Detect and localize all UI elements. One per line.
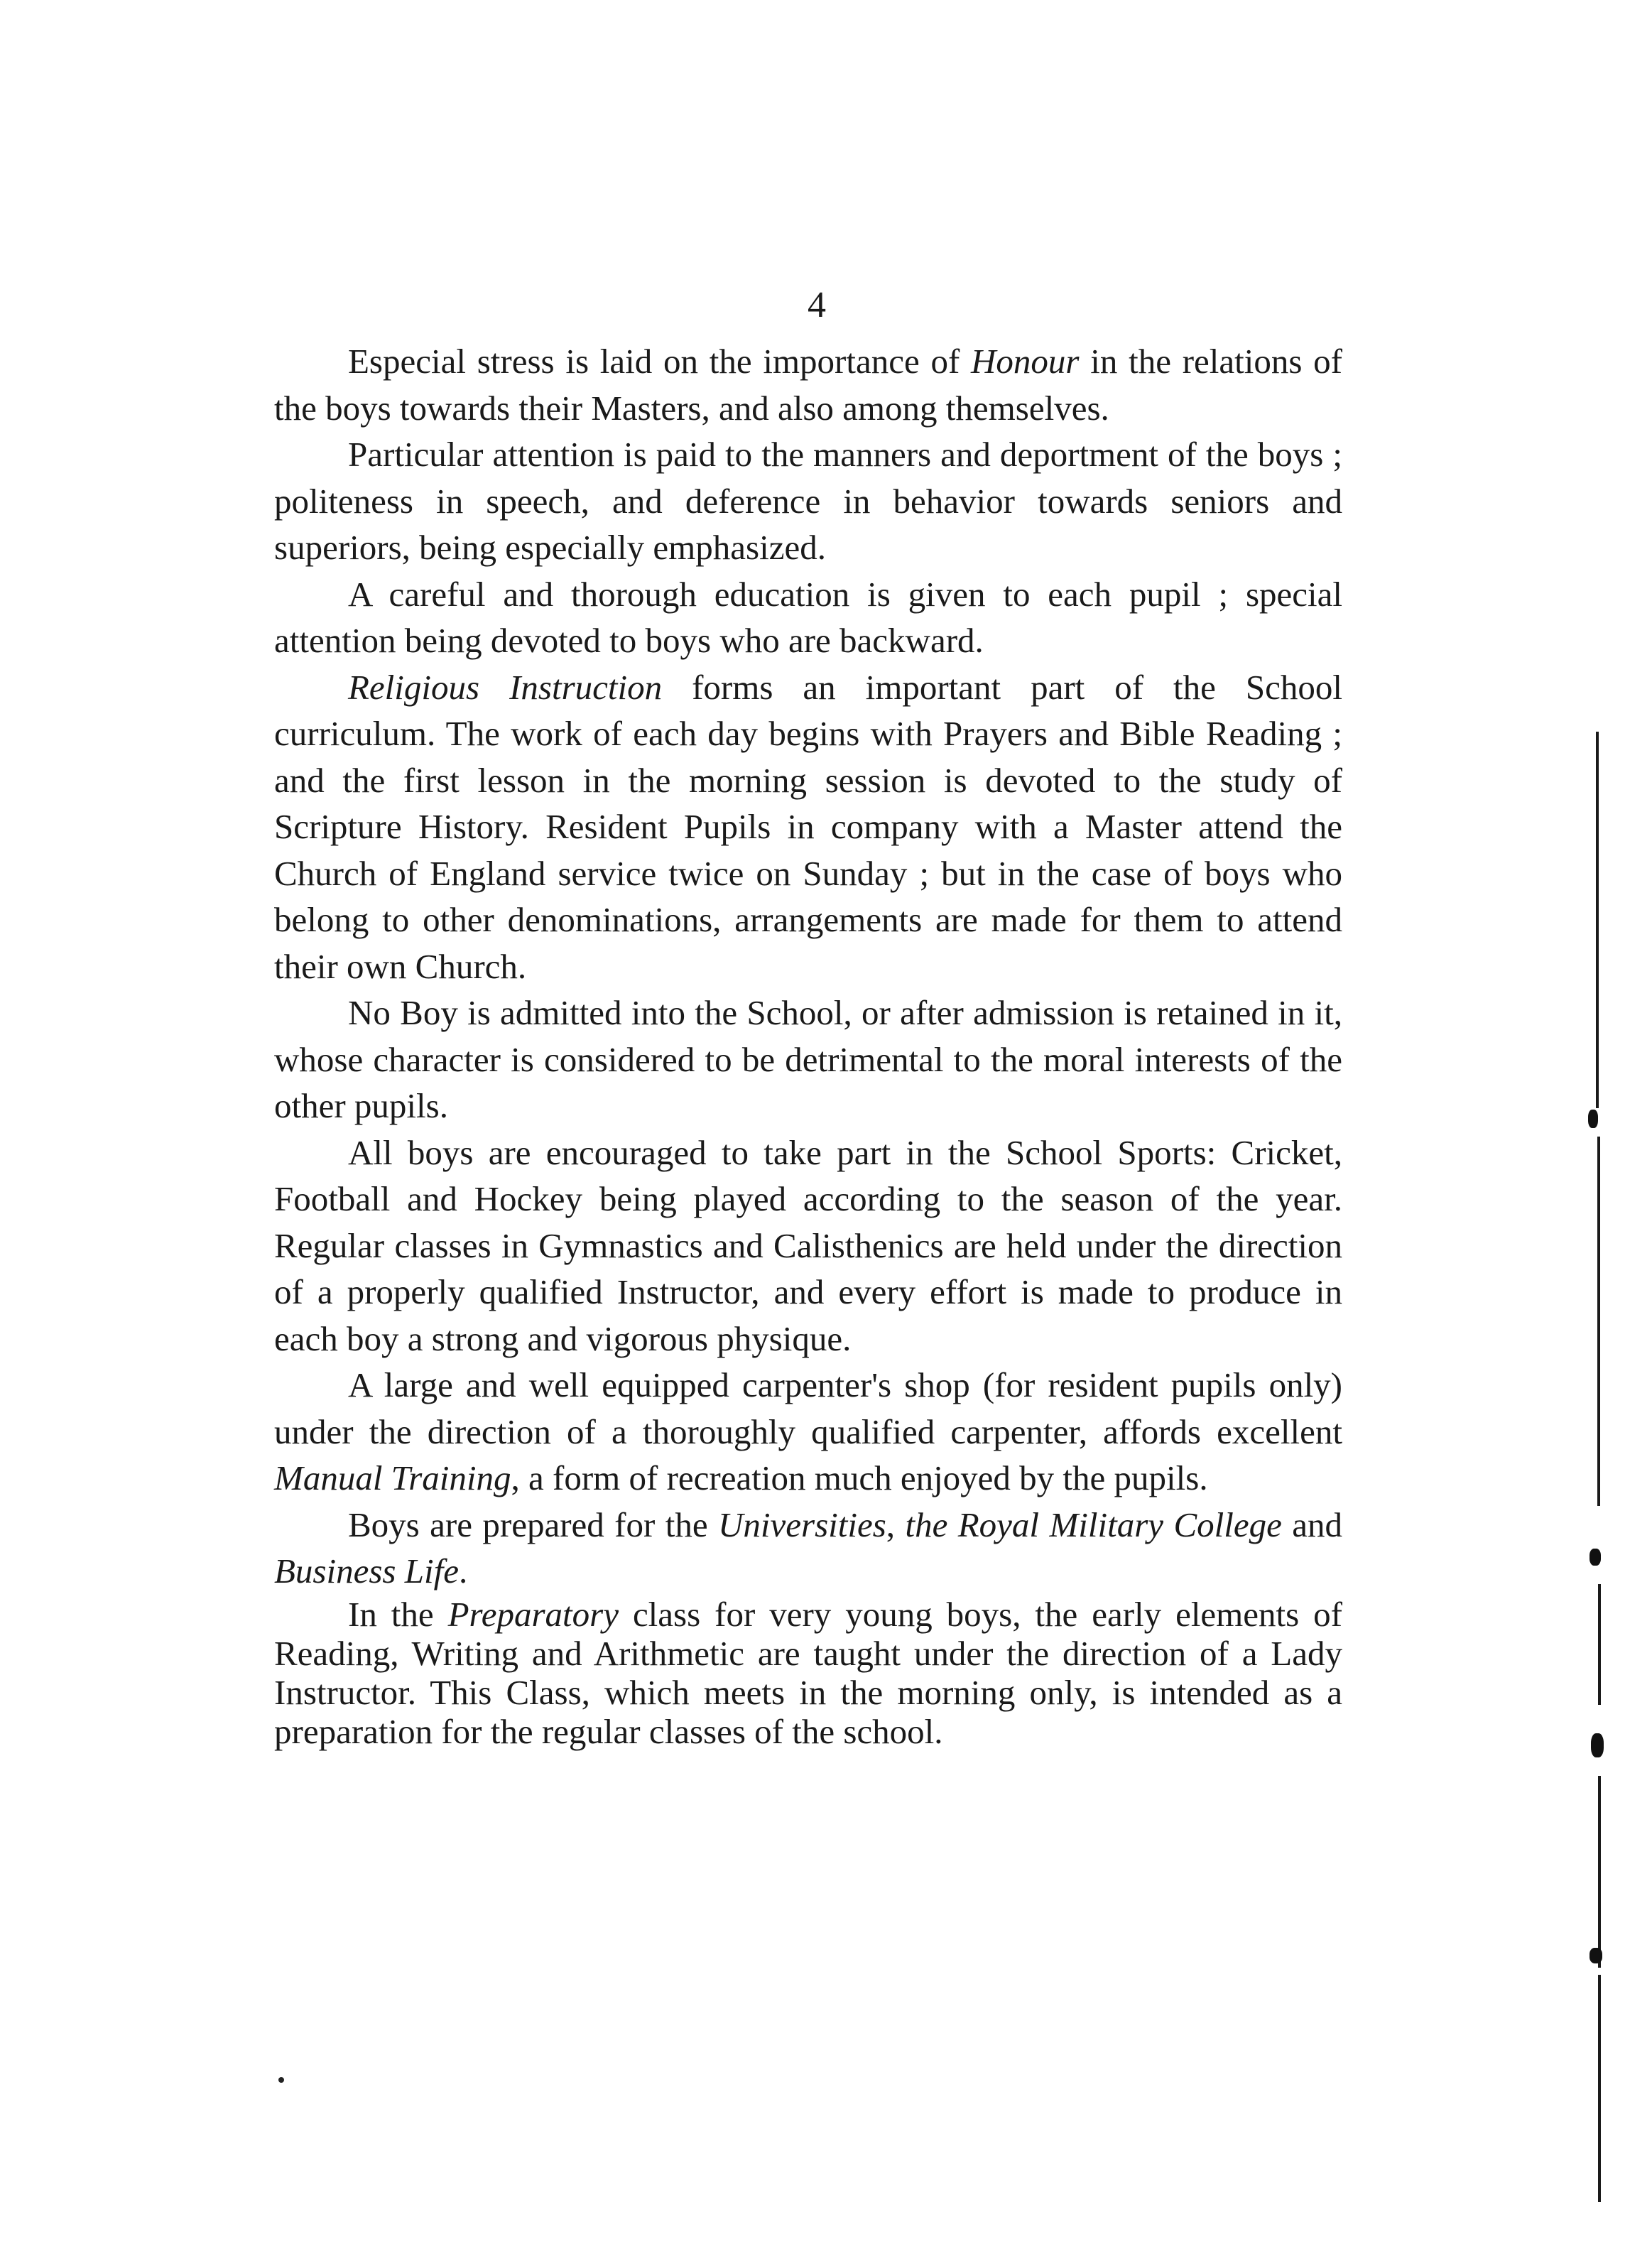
- paragraph-carpentry: [274, 1362, 1342, 1502]
- italic-term: the Royal Military College: [905, 1505, 1282, 1544]
- text-run: Particular attention is paid to the manners and deportment of the boys ; politeness in speech, and deference in behavior towards seniors and superiors, being especially emphasized.: [274, 435, 1342, 567]
- text-run: .: [458, 1551, 468, 1590]
- italic-term: Religious Instruction: [348, 667, 663, 707]
- text-run: In the: [348, 1594, 448, 1634]
- paragraph-honour: [274, 338, 1342, 431]
- text-run: Especial stress is laid on the importance of: [348, 342, 972, 381]
- paragraph-manners: [274, 431, 1342, 571]
- italic-term: Honour: [971, 342, 1080, 381]
- italic-term: Business Life: [274, 1551, 459, 1590]
- text-run: and: [1281, 1505, 1343, 1544]
- italic-term: Manual Training: [274, 1458, 511, 1497]
- italic-term: Preparatory: [447, 1594, 619, 1634]
- text-run: forms an important part of the School curriculum. The work of each day begins with Prayers and Bible Reading ; and the first lesson in the morning session is devoted to the study of Scripture History. Resident Pupils in company with a Master attend the Church of England service twice on Sunday ; but in the case of boys who belong to other denominations, arrangements are made for them to attend their own Church.: [274, 667, 1342, 986]
- text-run: ,: [886, 1505, 906, 1544]
- page-number: 4: [808, 285, 826, 325]
- text-run: class for very young boys, the early elements of Reading, Writing and Arithmetic are taught under the direction of a Lady Instructor. This Class, which meets in the morning only, is intended as a preparation for the regular classes of the school.: [274, 1594, 1342, 1751]
- italic-term: Universities: [718, 1505, 886, 1544]
- text-run: A careful and thorough education is given to each pupil ; special attention being devoted to boys who are backward.: [274, 574, 1342, 660]
- paragraph-religious: [274, 664, 1342, 990]
- body-text: [274, 338, 1342, 1751]
- paragraph-sports: [274, 1129, 1342, 1362]
- paragraph-prepared: [274, 1502, 1342, 1595]
- text-run: No Boy is admitted into the School, or after admission is retained in it, whose character is considered to be detrimental to the moral interests of the other pupils.: [274, 993, 1342, 1125]
- text-run: All boys are encouraged to take part in the School Sports: Cricket, Football and Hockey being played according to the season of the year. Regular classes in Gymnastics and Calisthenics are held under the direction of a properly qualified Instructor, and every effort is made to produce in each boy a strong and vigorous physique.: [274, 1132, 1342, 1358]
- paragraph-preparatory: [274, 1595, 1342, 1751]
- text-run: A large and well equipped carpenter's shop (for resident pupils only) under the direction of a thoroughly qualified carpenter, affords excellent: [274, 1365, 1342, 1451]
- paragraph-education: [274, 571, 1342, 664]
- paragraph-admission: [274, 990, 1342, 1129]
- text-run: Boys are prepared for the: [348, 1505, 718, 1544]
- stray-mark: [278, 2077, 284, 2083]
- text-run: in the relations of the boys towards their Masters, and also among themselves.: [274, 342, 1342, 428]
- text-run: , a form of recreation much enjoyed by the pupils.: [511, 1458, 1208, 1497]
